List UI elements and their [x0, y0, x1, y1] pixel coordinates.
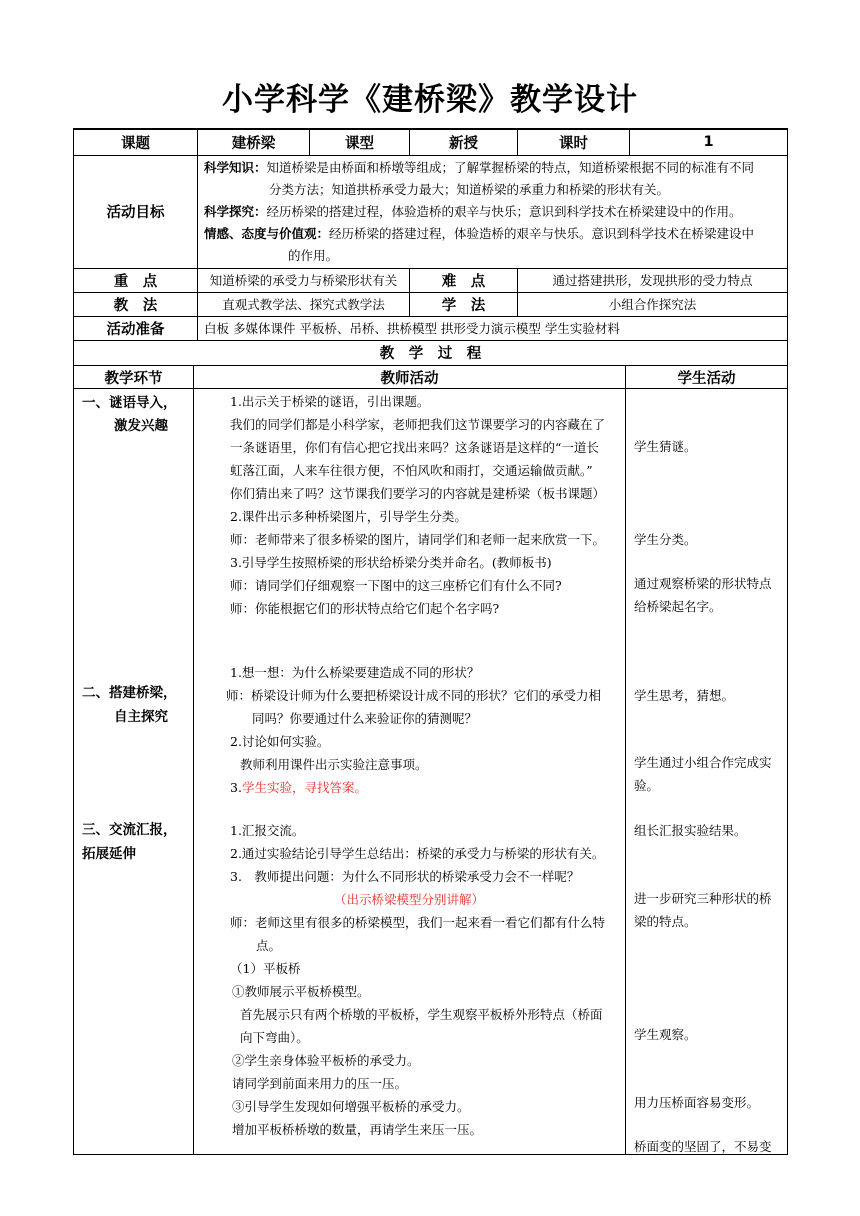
teacher-b4: 2.讨论如何实验。	[230, 734, 330, 749]
type-value: 新授	[410, 129, 518, 155]
stage-2-line1: 二、搭建桥梁，	[82, 685, 177, 701]
teacher-c9: 首先展示只有两个桥墩的平板桥，学生观察平板桥外形特点（桥面	[240, 1007, 603, 1022]
stage-3-line1: 三、交流汇报，	[82, 822, 177, 838]
student-column	[626, 389, 788, 1155]
process-table	[73, 388, 788, 1155]
student-s8: 组长汇报实验结果。	[634, 823, 747, 838]
teacher-a1: 1.出示关于桥梁的谜语，引出课题。	[230, 394, 430, 409]
info-row-goals	[74, 155, 788, 268]
stage-column	[74, 389, 194, 1155]
student-s12: 用力压桥面容易变形。	[634, 1095, 760, 1110]
goal-attitude-line1: 经历桥梁的搭建过程，体验造桥的艰辛与快乐。意识到科学技术在桥梁建设中	[329, 225, 755, 241]
teacher-c7: （1）平板桥	[230, 961, 301, 976]
teacher-a7: 师：老师带来了很多桥梁的图片，请同学们和老师一起来欣赏一下。	[230, 532, 606, 547]
info-row-method	[74, 292, 788, 316]
teacher-c2: 2.通过实验结论引导学生总结出：桥梁的承受力与桥梁的形状有关。	[230, 846, 605, 861]
teacher-c1: 1.汇报交流。	[230, 823, 305, 838]
topic-value: 建桥梁	[198, 129, 310, 155]
teacher-a5: 你们猜出来了吗？这节课我们要学习的内容就是建桥梁（板书课题）	[230, 486, 606, 501]
stage-2-line2: 自主探究	[114, 709, 168, 725]
prep-value: 白板 多媒体课件 平板桥、吊桥、拱桥模型 拱形受力演示模型 学生实验材料	[198, 316, 788, 340]
student-s13: 桥面变的坚固了，不易变	[634, 1139, 772, 1154]
teacher-c14: 增加平板桥桥墩的数量，再请学生来压一压。	[232, 1122, 483, 1137]
student-s1: 学生猜谜。	[634, 439, 697, 454]
teacher-c4: （出示桥梁模型分别讲解）	[334, 892, 485, 907]
stage-3-line2: 拓展延伸	[82, 846, 136, 862]
column-stage: 教学环节	[74, 366, 194, 389]
learn-value: 小组合作探究法	[518, 292, 788, 316]
student-s3: 通过观察桥梁的形状特点	[634, 576, 772, 591]
student-s10: 梁的特点。	[634, 914, 697, 929]
hours-label: 课时	[518, 129, 630, 155]
difficult-label: 难 点	[410, 268, 518, 292]
process-label: 教 学 过 程	[74, 340, 788, 365]
teacher-a4: 虹落江面，人来车往很方便，不怕风吹和雨打，交通运输做贡献。”	[230, 463, 593, 478]
student-s9: 进一步研究三种形状的桥	[634, 891, 772, 906]
teacher-b6	[230, 776, 367, 800]
teacher-c10: 向下弯曲）。	[240, 1030, 309, 1045]
column-teacher: 教师活动	[194, 366, 626, 389]
key-value: 知道桥梁的承受力与桥梁形状有关	[198, 268, 410, 292]
info-row-key	[74, 268, 788, 292]
topic-label: 课题	[74, 129, 198, 155]
info-row-process	[74, 340, 788, 365]
goal-inquiry-label: 科学探究：	[204, 203, 267, 219]
info-row-prep	[74, 316, 788, 340]
goal-knowledge-line1: 知道桥梁是由桥面和桥墩等组成；了解掌握桥梁的特点，知道桥梁根据不同的标准有不同	[266, 159, 755, 175]
info-row-topic	[74, 129, 788, 155]
student-s7: 验。	[634, 778, 660, 793]
teacher-c8: ①教师展示平板桥模型。	[232, 984, 370, 999]
teacher-c12: 请同学到前面来用力的压一压。	[232, 1076, 408, 1091]
teacher-a10: 师：你能根据它们的形状特点给它们起个名字吗?	[230, 601, 500, 616]
difficult-value: 通过搭建拱形，发现拱形的受力特点	[518, 268, 788, 292]
teacher-c3: 3. 教师提出问题：为什么不同形状的桥梁承受力会不一样呢？	[230, 869, 580, 884]
teacher-b3: 同吗？你要通过什么来验证你的猜测呢？	[252, 711, 478, 726]
teacher-a9: 师：请同学们仔细观察一下图中的这三座桥它们有什么不同?	[230, 578, 562, 593]
teacher-b2: 师：桥梁设计师为什么要把桥梁设计成不同的形状？它们的承受力相	[226, 688, 602, 703]
goal-inquiry-text: 经历桥梁的搭建过程，体验造桥的艰辛与快乐；意识到科学技术在桥梁建设中的作用。	[266, 203, 742, 219]
teacher-b5: 教师利用课件出示实验注意事项。	[240, 757, 428, 772]
stage-1-line1: 一、谜语导入，	[82, 395, 177, 411]
teacher-b1: 1.想一想：为什么桥梁要建造成不同的形状？	[230, 665, 480, 680]
teacher-c13: ③引导学生发现如何增强平板桥的承受力。	[232, 1099, 470, 1114]
student-s2: 学生分类。	[634, 532, 697, 547]
hours-value: 1	[630, 129, 788, 155]
student-s5: 学生思考，猜想。	[634, 688, 735, 703]
goals-label: 活动目标	[74, 155, 198, 268]
column-student: 学生活动	[626, 366, 788, 389]
teacher-a6: 2.课件出示多种桥梁图片，引导学生分类。	[230, 509, 467, 524]
type-label: 课型	[310, 129, 410, 155]
key-label: 重 点	[74, 268, 198, 292]
process-header-table	[73, 365, 788, 389]
teacher-c5: 师：老师这里有很多的桥梁模型，我们一起来看一看它们都有什么特	[230, 915, 606, 930]
teacher-c11: ②学生亲身体验平板桥的承受力。	[232, 1053, 420, 1068]
method-label: 教 法	[74, 292, 198, 316]
goal-knowledge-line2: 分类方法；知道拱桥承受力最大；知道桥梁的承重力和桥梁的形状有关。	[269, 181, 670, 197]
goal-knowledge-label: 科学知识：	[204, 159, 267, 175]
info-table	[73, 128, 788, 366]
student-s11: 学生观察。	[634, 1027, 697, 1042]
document-title: 小学科学《建桥梁》教学设计	[222, 82, 638, 118]
stage-1-line2: 激发兴趣	[114, 418, 168, 434]
student-s6: 学生通过小组合作完成实	[634, 755, 772, 770]
method-value: 直观式教学法、探究式教学法	[198, 292, 410, 316]
learn-label: 学 法	[410, 292, 518, 316]
teacher-c6: 点。	[256, 938, 282, 953]
goal-attitude-line2: 的作用。	[288, 247, 339, 263]
teacher-column	[194, 389, 626, 1155]
teacher-b6-highlight: 学生实验，寻找答案。	[241, 780, 367, 795]
goal-attitude-label: 情感、态度与价值观：	[204, 225, 330, 241]
teacher-a8: 3.引导学生按照桥梁的形状给桥梁分类并命名。(教师板书)	[230, 555, 552, 570]
teacher-b6-number: 3.	[230, 780, 242, 795]
prep-label: 活动准备	[74, 316, 198, 340]
goals-cell	[198, 155, 788, 268]
teacher-a2: 我们的同学们都是小科学家，老师把我们这节课要学习的内容藏在了	[230, 417, 606, 432]
student-s4: 给桥梁起名字。	[634, 599, 722, 614]
teacher-a3: 一条谜语里，你们有信心把它找出来吗？这条谜语是这样的“一道长	[230, 440, 599, 455]
